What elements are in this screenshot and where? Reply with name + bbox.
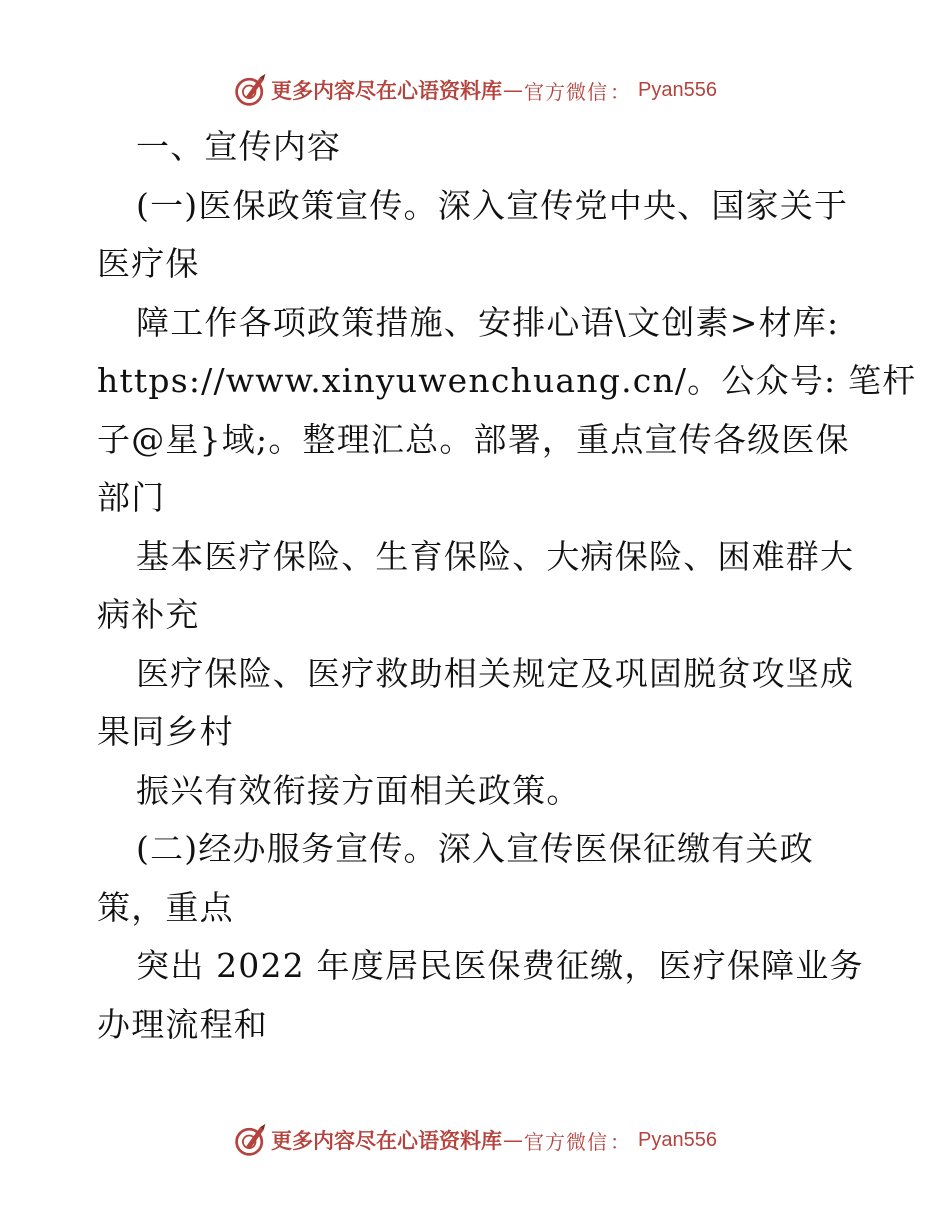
banner-dash: —	[503, 78, 524, 102]
paragraph-line: 基本医疗保险、生育保险、大病保险、困难群大	[136, 536, 855, 576]
banner-wechat-id: Pyan556	[638, 1128, 717, 1151]
banner-title: 更多内容尽在心语资料库	[271, 78, 503, 103]
paragraph-line: 突出 2022 年度居民医保费征缴，医疗保障业务	[136, 946, 864, 985]
banner-wechat-label: 官方微信	[524, 1129, 609, 1154]
header-watermark-banner	[0, 70, 950, 110]
footer-watermark-banner	[0, 1120, 950, 1160]
section-heading: 一、宣传内容	[136, 127, 342, 166]
paragraph-line: 医疗保	[97, 244, 200, 283]
banner-title: 更多内容尽在心语资料库	[271, 1128, 503, 1153]
banner-wechat-label: 官方微信	[524, 79, 609, 104]
banner-wechat-id: Pyan556	[638, 78, 717, 101]
banner-dash: —	[503, 1128, 524, 1152]
paragraph-line: 果同乡村	[97, 712, 234, 751]
paragraph-line: 子@星}域;。整理汇总。部署，重点宣传各级医保	[97, 419, 850, 459]
paragraph-line: 部门	[97, 478, 166, 517]
paragraph-line: 医疗保险、医疗救助相关规定及巩固脱贫攻坚成	[136, 653, 855, 693]
paragraph-line: (一)医保政策宣传。深入宣传党中央、国家关于	[136, 185, 849, 225]
paragraph-line: https://www.xinyuwenchuang.cn/。公众号: 笔杆	[97, 361, 917, 400]
paragraph-line: 振兴有效衔接方面相关政策。	[136, 770, 581, 810]
paragraph-line: 障工作各项政策措施、安排心语\文创素>材库:	[136, 302, 840, 342]
document-body	[97, 118, 917, 1054]
banner-colon: ：	[610, 79, 631, 104]
paragraph-line: 病补充	[97, 595, 200, 634]
paragraph-line: (二)经办服务宣传。深入宣传医保征缴有关政	[136, 829, 814, 868]
quill-logo-icon	[233, 1122, 269, 1158]
quill-logo-icon	[233, 72, 269, 108]
banner-colon: ：	[610, 1129, 631, 1154]
paragraph-line: 策，重点	[97, 887, 234, 927]
paragraph-line: 办理流程和	[97, 1004, 268, 1044]
